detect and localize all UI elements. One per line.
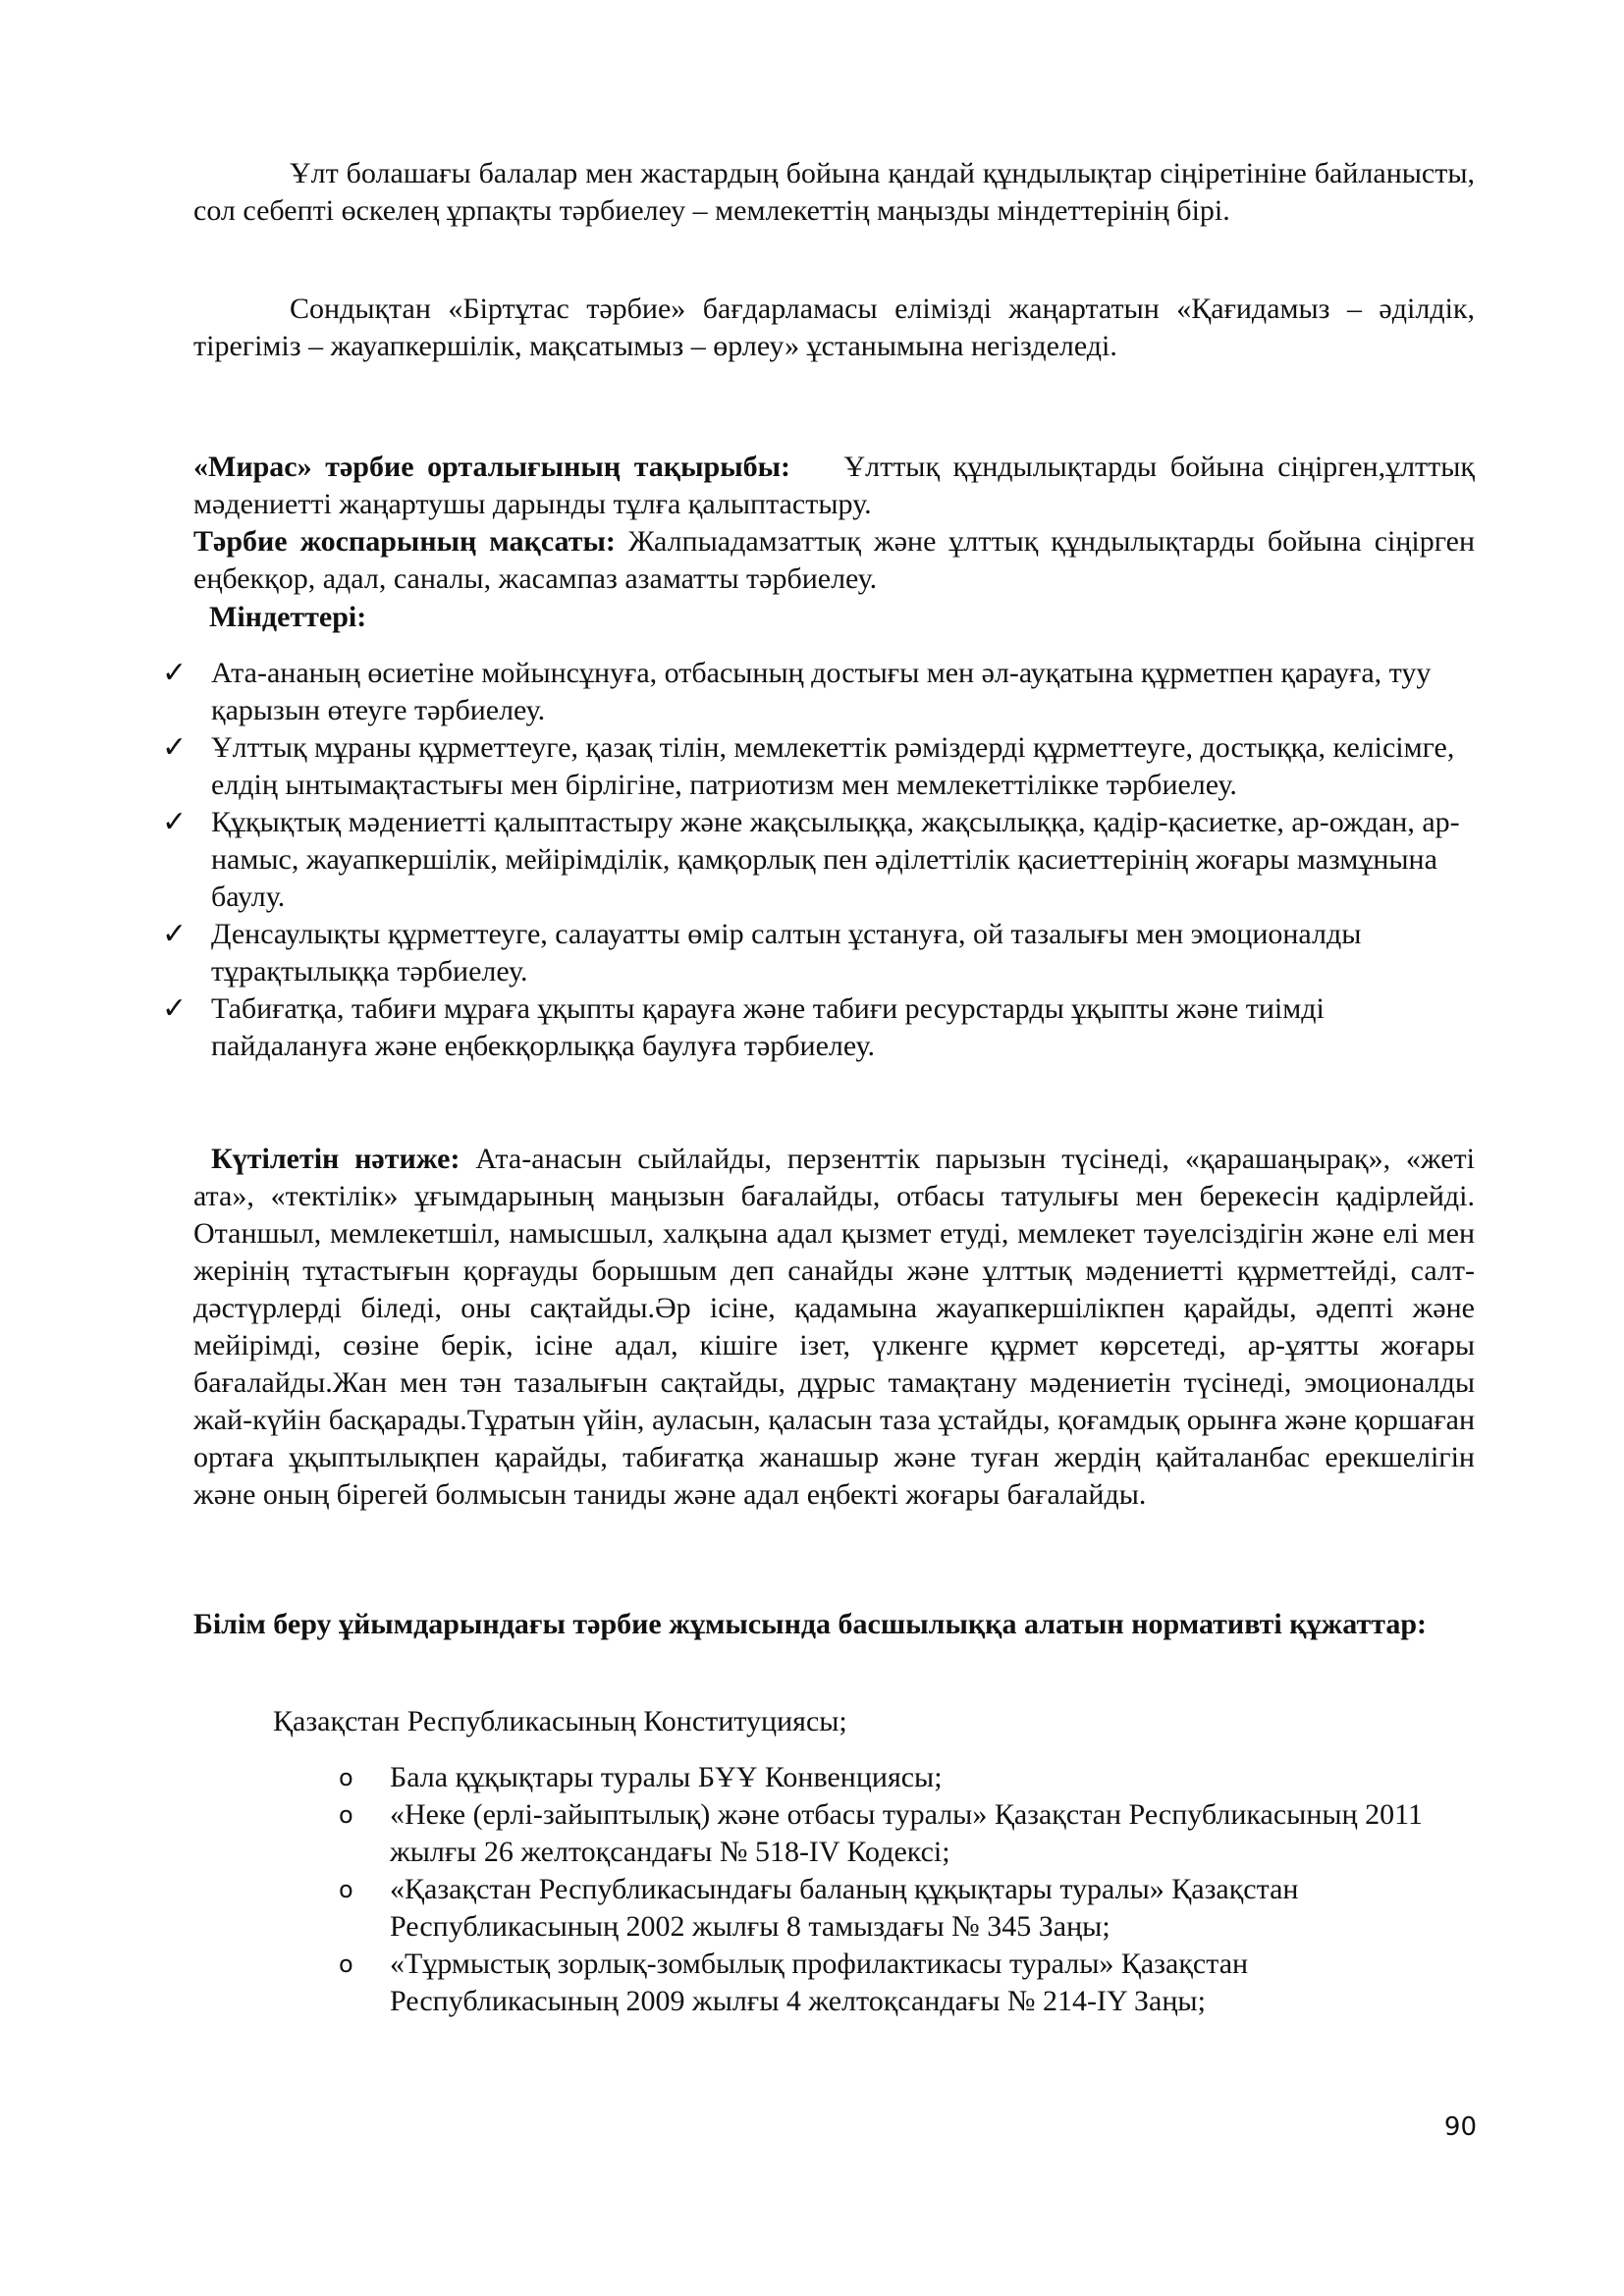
page-number: 90 (1443, 2112, 1477, 2142)
normative-doc-text: «Неке (ерлі-зайыптылық) және отбасы туралы» Қазақстан Республикасының 2011 жылғы 26 желтоқсандағы № 518-IV Кодексі; (390, 1798, 1423, 1868)
task-item-text: Табиғатқа, табиғи мұраға ұқыпты қарауға және табиғи ресурстарды ұқыпты және тиімді пайдалануға және еңбекқорлыққа баулуға тәрбиелеу. (211, 992, 1325, 1062)
expected-result-text: Ата-анасын сыйлайды, перзенттік парызын түсінеді, «қарашаңырақ», «жеті ата», «тектілік» ұғымдарының маңызын бағалайды, отбасы татулығы мен берекесін қадірлейді. Отаншыл, мемлекетшіл, намысшыл, халқына адал қызмет етуді, мемлекет тәуелсіздігін және елі мен жерінің тұтастығын қорғауды борышым деп санайды және ұлттық мәдениетті құрметтейді, салт-дәстүрлерді біледі, оны сақтайды.Әр ісіне, қадамына жауапкершілікпен қарайды, әдепті және мейірімді, сөзіне берік, ісіне адал, кішіге ізет, үлкенге құрмет көрсетеді, ар-ұятты жоғары бағалайды.Жан мен тән тазалығын сақтайды, дұрыс тамақтану мәдениетін түсінеді, эмоционалды жай-күйін басқарады.Тұратын үйін, ауласын, қаласын таза ұстайды, қоғамдық орынға және қоршаған ортаға ұқыптылықпен қарайды, табиғатқа жанашыр және туған жердің қайталанбас ерекшелігін және оның бірегей болмысын таниды және адал еңбекті жоғары бағалайды. (193, 1143, 1475, 1511)
expected-result-label: Күтілетін нәтиже: (211, 1143, 460, 1175)
circle-bullet-icon: o (339, 1876, 353, 1903)
normative-doc-item (339, 1946, 1478, 2020)
checkmark-icon: ✓ (162, 656, 188, 690)
normative-doc-item (339, 1796, 1478, 1871)
normative-docs-list (339, 1759, 1478, 2020)
checkmark-icon: ✓ (162, 991, 188, 1026)
center-theme-label: «Мирас» тәрбие орталығының тақырыбы: (193, 451, 791, 483)
task-item-text: Құқықтық мәдениетті қалыптастыру және жақсылыққа, жақсылыққа, қадір-қасиетке, ар-ождан, ар-намыс, жауапкершілік, мейірімділік, қамқорлық пен әділеттілік қасиеттерінің жоғары мазмұнына баулу. (211, 806, 1460, 913)
task-item (162, 916, 1478, 990)
plan-goal-paragraph (193, 523, 1475, 598)
center-theme-text: Ұлттық құндылықтарды бойына сіңірген,ұлттық мәдениетті жаңартушы дарынды тұлға қалыптастыру. (193, 451, 1476, 520)
task-item-text: Денсаулықты құрметтеуге, салауатты өмір салтын ұстануға, ой тазалығы мен эмоционалды тұрақтылыққа тәрбиелеу. (211, 918, 1362, 988)
intro-paragraph-2: Сондықтан «Біртұтас тәрбие» бағдарламасы елімізді жаңартатын «Қағидамыз – әділдік, тірегіміз – жауапкершілік, мақсатымыз – өрлеу» ұстанымына негізделеді. (193, 293, 1475, 362)
task-item-text: Ата-ананың өсиетіне мойынсұнуға, отбасының достығы мен әл-ауқатына құрметпен қарауға, туу қарызын өтеуге тәрбиелеу. (211, 657, 1432, 726)
normative-doc-constitution: Қазақстан Республикасының Конституциясы; (273, 1705, 847, 1737)
tasks-list (162, 655, 1478, 1065)
normative-doc-item (339, 1871, 1478, 1946)
circle-bullet-icon: o (339, 1764, 353, 1791)
normative-doc-text: «Қазақстан Республикасындағы баланың құқықтары туралы» Қазақстан Республикасының 2002 жылғы 8 тамыздағы № 345 Заңы; (390, 1873, 1299, 1943)
task-item (162, 990, 1478, 1065)
checkmark-icon: ✓ (162, 917, 188, 951)
task-item (162, 729, 1478, 804)
normative-doc-text: «Тұрмыстық зорлық-зомбылық профилактикасы туралы» Қазақстан Республикасының 2009 жылғы 4 желтоқсандағы № 214-IY Заңы; (390, 1948, 1249, 2017)
plan-goal-label: Тәрбие жоспарының мақсаты: (193, 525, 616, 558)
task-item (162, 804, 1478, 916)
circle-bullet-icon: o (339, 1801, 353, 1829)
normative-docs-heading: Білім беру ұйымдарындағы тәрбие жұмысында басшылыққа алатын нормативті құжаттар: (193, 1608, 1428, 1640)
plan-goal-text: Жалпыадамзаттық және ұлттық құндылықтарды бойына сіңірген еңбекқор, адал, саналы, жасампаз азаматты тәрбиелеу. (193, 525, 1476, 595)
task-item-text: Ұлттық мұраны құрметтеуге, қазақ тілін, мемлекеттік рәміздерді құрметтеуге, достыққа, келісімге, елдің ынтымақтастығы мен бірлігіне, патриотизм мен мемлекеттілікке тәрбиелеу. (211, 731, 1455, 801)
circle-bullet-icon: o (339, 1950, 353, 1978)
task-item (162, 655, 1478, 729)
checkmark-icon: ✓ (162, 805, 188, 839)
normative-doc-item (339, 1759, 1478, 1796)
checkmark-icon: ✓ (162, 730, 188, 765)
expected-result-paragraph (193, 1141, 1475, 1514)
normative-doc-text: Бала құқықтары туралы БҰҰ Конвенциясы; (390, 1761, 943, 1793)
tasks-heading: Міндеттері: (209, 601, 367, 633)
center-theme-paragraph (193, 449, 1475, 523)
intro-paragraph-1: Ұлт болашағы балалар мен жастардың бойына қандай құндылықтар сіңіретініне байланысты, сол себепті өскелең ұрпақты тәрбиелеу – мемлекеттің маңызды міндеттерінің бірі. (193, 157, 1475, 227)
